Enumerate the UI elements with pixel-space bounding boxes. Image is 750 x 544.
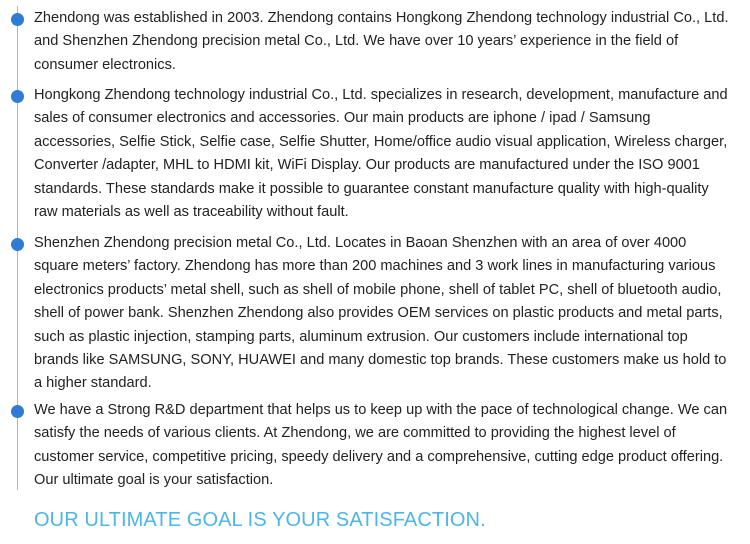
shenzhen-company-paragraph: Shenzhen Zhendong precision metal Co., Ltd. Locates in Baoan Shenzhen with an area of over 4000 square meters’ factory. Zhendong has more than 200 machines and 3 work lines in manufacturing various electronics products’ metal shell, such as shell of mobile phone, shell of tablet PC, shell of bluetooth audio, shell of power bank. Shenzhen Zhendong also provides OEM services on plastic products and metal parts, such as plastic injection, stamping parts, aluminum extrusion. Our customers include international top brands like SAMSUNG, SONY, HUAWEI and many domestic top brands. These customers make us hold to a higher standard. (34, 235, 727, 392)
bullet-dot-icon (11, 90, 24, 103)
bullet-dot-icon (11, 405, 24, 418)
hongkong-company-paragraph: Hongkong Zhendong technology industrial Co., Ltd. specializes in research, development, manufacture and sales of consumer electronics and accessories. Our main products are iphone / ipad / Samsung accessories, Selfie Stick, Selfie case, Selfie Shutter, Home/office audio visual application, Wireless charger, Converter /adapter, MHL to HDMI kit, WiFi Display. Our products are manufactured under the ISO 9001 standards. These standards make it possible to guarantee constant manufacture quality with high-quality raw materials as well as traceability without fault. (34, 87, 728, 221)
slogan-heading: OUR ULTIMATE GOAL IS YOUR SATISFACTION. (34, 509, 486, 531)
intro-paragraph: Zhendong was established in 2003. Zhendong contains Hongkong Zhendong technology industrial Co., Ltd. and Shenzhen Zhendong precision metal Co., Ltd. We have over 10 years’ experience in the field of consumer electronics. (34, 10, 729, 73)
bullet-dot-icon (11, 13, 24, 26)
rnd-paragraph: We have a Strong R&D department that helps us to keep up with the pace of technological change. We can satisfy the needs of various clients. At Zhendong, we are committed to providing the highest level of customer service, competitive pricing, speedy delivery and a comprehensive, cutting edge product offering. Our ultimate goal is your satisfaction. (34, 402, 728, 489)
bullet-dot-icon (11, 238, 24, 251)
